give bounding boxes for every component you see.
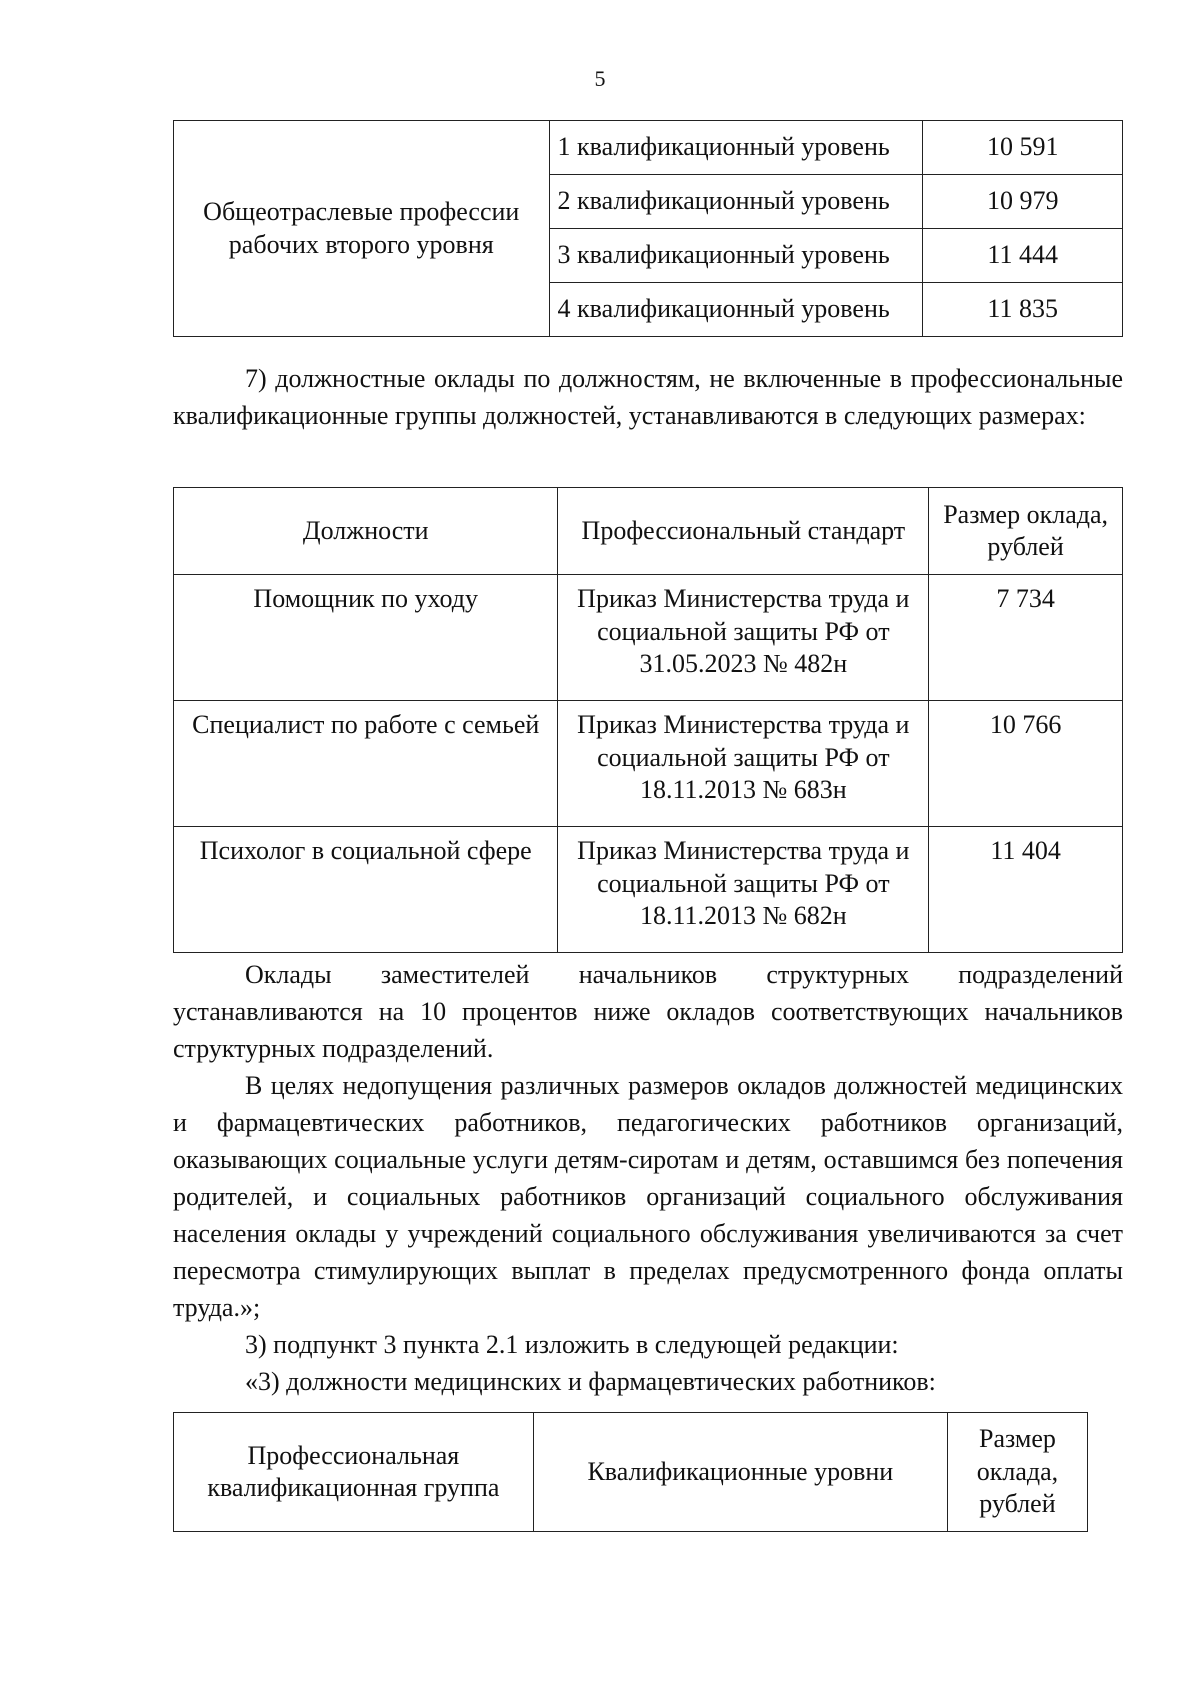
paragraph-deputies: Оклады заместителей начальников структурных подразделений устанавливаются на 10 процентов ниже окладов соответствующих начальников структурных подразделений. bbox=[173, 960, 1123, 1063]
table-cell-value: 11 444 bbox=[923, 229, 1123, 283]
table-cell-level: 1 квалификационный уровень bbox=[549, 121, 923, 175]
table-cell-value: 10 979 bbox=[923, 175, 1123, 229]
table-header-position: Должности bbox=[174, 488, 558, 575]
table-header-levels: Квалификационные уровни bbox=[533, 1413, 947, 1532]
paragraph-item-7: 7) должностные оклады по должностям, не включенные в профессиональные квалификационные группы должностей, устанавливаются в следующих размерах: bbox=[173, 364, 1123, 430]
table-row bbox=[174, 575, 1123, 701]
table-row bbox=[174, 827, 1123, 953]
table-header-standard: Профессиональный стандарт bbox=[558, 488, 929, 575]
table-header-row bbox=[174, 488, 1123, 575]
rates-table-medical bbox=[173, 1412, 1088, 1532]
table-cell-value: 10 591 bbox=[923, 121, 1123, 175]
table-cell-standard: Приказ Министерства труда и социальной защиты РФ от 18.11.2013 № 682н bbox=[558, 827, 929, 953]
page-number: 5 bbox=[594, 66, 606, 91]
table-cell-position: Специалист по работе с семьей bbox=[174, 701, 558, 827]
paragraph-medical: В целях недопущения различных размеров окладов должностей медицинских и фармацевтических работников, педагогических работников организаций, оказывающих социальные услуги детям-сиротам и детям, оставшимся без попечения родителей, и социальных работников организаций социального обслуживания населения оклады у учреждений социального обслуживания увеличиваются за счет пересмотра стимулирующих выплат в пределах предусмотренного фонда оплаты труда.»; bbox=[173, 1071, 1123, 1322]
table-cell-level: 3 квалификационный уровень bbox=[549, 229, 923, 283]
table-cell-position: Психолог в социальной сфере bbox=[174, 827, 558, 953]
table-cell-position: Помощник по уходу bbox=[174, 575, 558, 701]
table-cell-level: 2 квалификационный уровень bbox=[549, 175, 923, 229]
table-cell-standard: Приказ Министерства труда и социальной защиты РФ от 18.11.2013 № 683н bbox=[558, 701, 929, 827]
table-header-group: Профессиональная квалификационная группа bbox=[174, 1413, 534, 1532]
table-header-salary: Размер оклада, рублей bbox=[947, 1413, 1087, 1532]
table-row bbox=[174, 701, 1123, 827]
table-cell-salary: 10 766 bbox=[929, 701, 1123, 827]
table-cell-group: Общеотраслевые профессии рабочих второго уровня bbox=[174, 121, 550, 337]
paragraph-item-3: 3) подпункт 3 пункта 2.1 изложить в следующей редакции: bbox=[245, 1330, 899, 1359]
table-cell-standard: Приказ Министерства труда и социальной защиты РФ от 31.05.2023 № 482н bbox=[558, 575, 929, 701]
table-row bbox=[174, 121, 1123, 175]
table-cell-value: 11 835 bbox=[923, 283, 1123, 337]
table-header-salary: Размер оклада, рублей bbox=[929, 488, 1123, 575]
table-cell-level: 4 квалификационный уровень bbox=[549, 283, 923, 337]
table-cell-salary: 7 734 bbox=[929, 575, 1123, 701]
table-header-row bbox=[174, 1413, 1088, 1532]
paragraph-medical-positions: «3) должности медицинских и фармацевтических работников: bbox=[245, 1367, 936, 1396]
rates-table-positions bbox=[173, 487, 1123, 953]
rates-table-workers bbox=[173, 120, 1123, 337]
table-cell-salary: 11 404 bbox=[929, 827, 1123, 953]
